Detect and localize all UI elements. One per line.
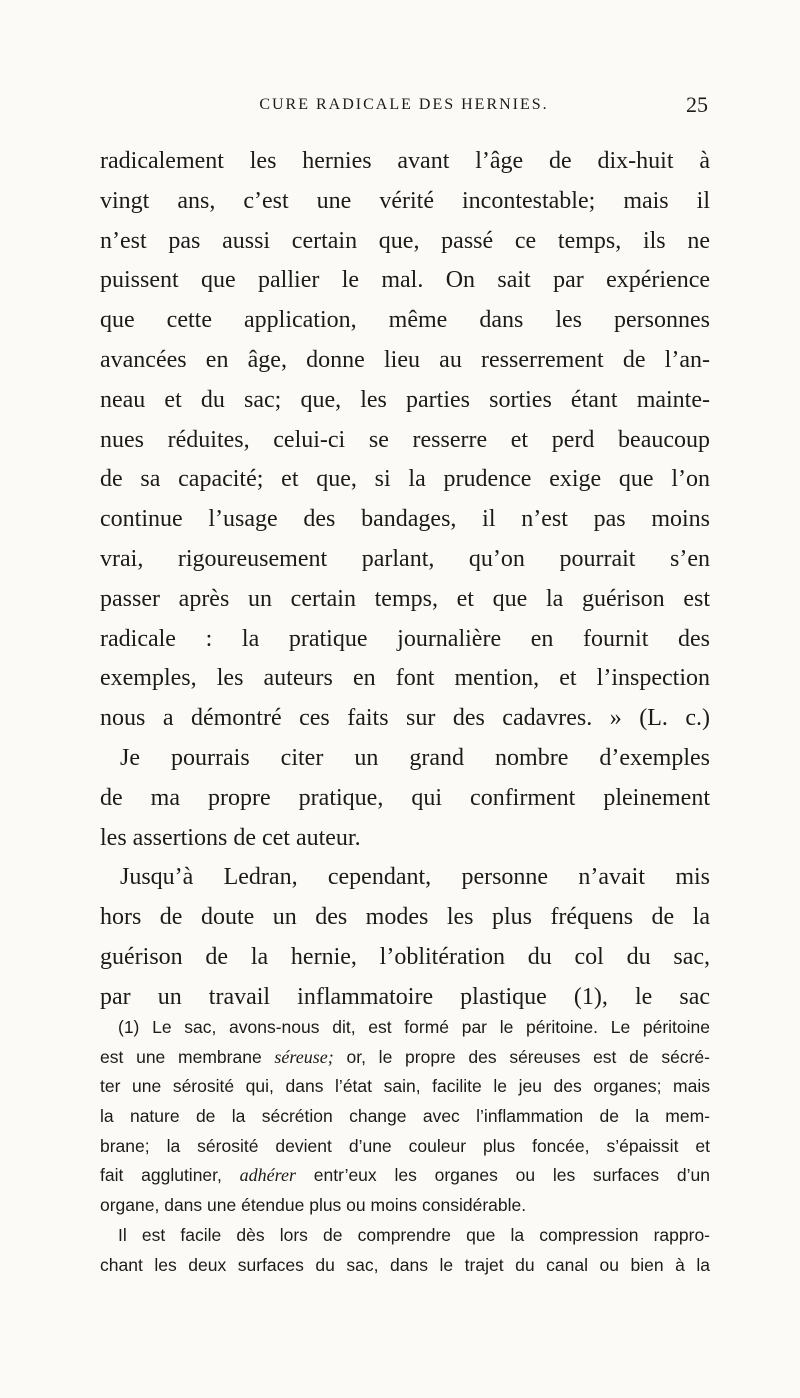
text-line: puissent que pallier le mal. On sait par expérience <box>100 267 710 294</box>
page-number: 25 <box>686 92 708 117</box>
text-line: exemples, les auteurs en font mention, et l’inspection <box>100 665 710 692</box>
footnote-line: chant les deux surfaces du sac, dans le trajet du canal ou bien à la <box>100 1254 710 1275</box>
footnote-line: la nature de la sécrétion change avec l’inflammation de la mem- <box>100 1106 710 1127</box>
text-line: de sa capacité; et que, si la prudence exige que l’on <box>100 466 710 493</box>
text-line: nues réduites, celui-ci se resserre et perd beaucoup <box>100 426 710 453</box>
text-line: que cette application, même dans les personnes <box>100 307 710 334</box>
text-line: continue l’usage des bandages, il n’est pas moins <box>100 506 710 533</box>
footnote-line: organe, dans une étendue plus ou moins considérable. <box>100 1195 527 1216</box>
text-line: nous a démontré ces faits sur des cadavres. » (L. c.) <box>100 705 710 732</box>
text-line: vingt ans, c’est une vérité incontestable; mais il <box>100 187 710 214</box>
footnote-line <box>100 1161 710 1191</box>
footnote-italic: adhérer <box>239 1165 296 1186</box>
text-line: radicalement les hernies avant l’âge de dix-huit à <box>100 148 710 174</box>
footnote-text: entr’eux les organes ou les surfaces d’un <box>295 1165 710 1186</box>
main-text <box>100 142 710 1018</box>
text-line: vrai, rigoureusement parlant, qu’on pourrait s’en <box>100 545 710 572</box>
footnote-text: fait agglutiner, <box>100 1165 240 1186</box>
footnote <box>100 1013 710 1280</box>
footnote-line: ter une sérosité qui, dans l’état sain, facilite le jeu des organes; mais <box>100 1076 710 1097</box>
footnote-line: Il est facile dès lors de comprendre que la compression rappro- <box>118 1224 710 1245</box>
footnote-text: or, le propre des séreuses est de sécré- <box>333 1046 710 1067</box>
text-line: hors de doute un des modes les plus fréquens de la <box>100 904 710 931</box>
footnote-text: est une membrane <box>100 1046 275 1067</box>
text-line: avancées en âge, donne lieu au resserrement de l’an- <box>100 346 710 373</box>
text-line: radicale : la pratique journalière en fournit des <box>100 625 710 652</box>
text-line: n’est pas aussi certain que, passé ce temps, ils ne <box>100 227 710 254</box>
text-line: les assertions de cet auteur. <box>100 824 361 851</box>
footnote-line: brane; la sérosité devient d’une couleur plus foncée, s’épaissit et <box>100 1135 710 1156</box>
text-line: guérison de la hernie, l’oblitération du col du sac, <box>100 943 710 970</box>
text-line: Jusqu’à Ledran, cependant, personne n’avait mis <box>120 864 710 891</box>
footnote-line <box>100 1043 710 1073</box>
running-title: CURE RADICALE DES HERNIES. <box>259 96 549 113</box>
text-line: par un travail inflammatoire plastique (1), le sac <box>100 983 710 1010</box>
footnote-line: (1) Le sac, avons-nous dit, est formé par le péritoine. Le péritoine <box>118 1017 710 1037</box>
running-head <box>100 92 708 122</box>
footnote-italic: séreuse; <box>274 1046 334 1067</box>
text-line: de ma propre pratique, qui confirment pleinement <box>100 784 710 811</box>
text-line: passer après un certain temps, et que la guérison est <box>100 585 710 612</box>
text-line: Je pourrais citer un grand nombre d’exemples <box>120 744 710 771</box>
text-line: neau et du sac; que, les parties sorties étant mainte- <box>100 386 710 413</box>
